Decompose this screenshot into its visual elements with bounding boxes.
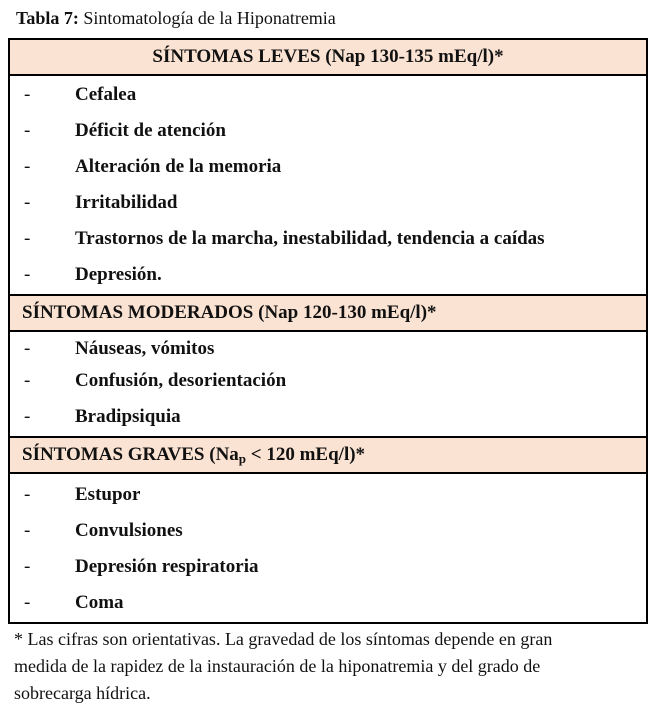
list-item bbox=[10, 478, 646, 514]
table-caption bbox=[16, 6, 336, 30]
list-dash: - bbox=[24, 156, 31, 177]
list-item bbox=[10, 222, 646, 258]
list-item bbox=[10, 150, 646, 186]
section-body-moderate bbox=[10, 330, 646, 438]
list-item bbox=[10, 186, 646, 222]
list-item-text: Convulsiones bbox=[75, 520, 183, 541]
list-item-text: Estupor bbox=[75, 484, 141, 505]
list-dash: - bbox=[24, 84, 31, 105]
list-dash: - bbox=[24, 228, 31, 249]
list-item-text: Náuseas, vómitos bbox=[75, 338, 215, 359]
list-item bbox=[10, 78, 646, 114]
list-item-text: Depresión. bbox=[75, 264, 162, 285]
list-item-text: Confusión, desorientación bbox=[75, 370, 287, 391]
list-item-text: Bradipsiquia bbox=[75, 406, 181, 427]
list-dash: - bbox=[24, 484, 31, 505]
list-item-text: Déficit de atención bbox=[75, 120, 226, 141]
section-header-moderate: SÍNTOMAS MODERADOS (Nap 120-130 mEq/l)* bbox=[10, 296, 646, 330]
list-item bbox=[10, 334, 646, 366]
footnote-line: medida de la rapidez de la instauración de la hiponatremia y del grado de bbox=[14, 656, 541, 676]
footnote-line: * Las cifras son orientativas. La gravedad de los síntomas depende en gran bbox=[14, 629, 553, 649]
list-item bbox=[10, 514, 646, 550]
list-item bbox=[10, 258, 646, 294]
list-item bbox=[10, 366, 646, 398]
section-header-mild: SÍNTOMAS LEVES (Nap 130-135 mEq/l)* bbox=[10, 40, 646, 74]
severe-title-subscript: p bbox=[238, 451, 247, 466]
list-item-text: Alteración de la memoria bbox=[75, 156, 282, 177]
footnote-line: sobrecarga hídrica. bbox=[14, 683, 151, 703]
list-item-text: Depresión respiratoria bbox=[75, 556, 259, 577]
list-dash: - bbox=[24, 120, 31, 141]
symptoms-table bbox=[8, 38, 648, 624]
list-item bbox=[10, 114, 646, 150]
list-dash: - bbox=[24, 264, 31, 285]
list-dash: - bbox=[24, 406, 31, 427]
list-dash: - bbox=[24, 556, 31, 577]
list-item bbox=[10, 586, 646, 622]
list-dash: - bbox=[24, 192, 31, 213]
list-dash: - bbox=[24, 370, 31, 391]
severe-title-suffix: < 120 mEq/l)* bbox=[246, 444, 366, 465]
list-item-text: Cefalea bbox=[75, 84, 137, 105]
list-item-text: Coma bbox=[75, 592, 124, 613]
list-item-text: Irritabilidad bbox=[75, 192, 178, 213]
footnote bbox=[14, 626, 654, 707]
section-body-mild bbox=[10, 74, 646, 296]
list-item-text: Trastornos de la marcha, inestabilidad, tendencia a caídas bbox=[75, 228, 545, 249]
list-item bbox=[10, 398, 646, 436]
section-body-severe bbox=[10, 472, 646, 622]
list-item bbox=[10, 550, 646, 586]
section-header-severe bbox=[10, 438, 646, 472]
list-dash: - bbox=[24, 338, 31, 359]
list-dash: - bbox=[24, 592, 31, 613]
caption-label: Tabla 7: bbox=[16, 8, 79, 28]
list-dash: - bbox=[24, 520, 31, 541]
caption-text: Sintomatología de la Hiponatremia bbox=[83, 8, 336, 28]
severe-title-prefix: SÍNTOMAS GRAVES (Na bbox=[22, 444, 239, 465]
